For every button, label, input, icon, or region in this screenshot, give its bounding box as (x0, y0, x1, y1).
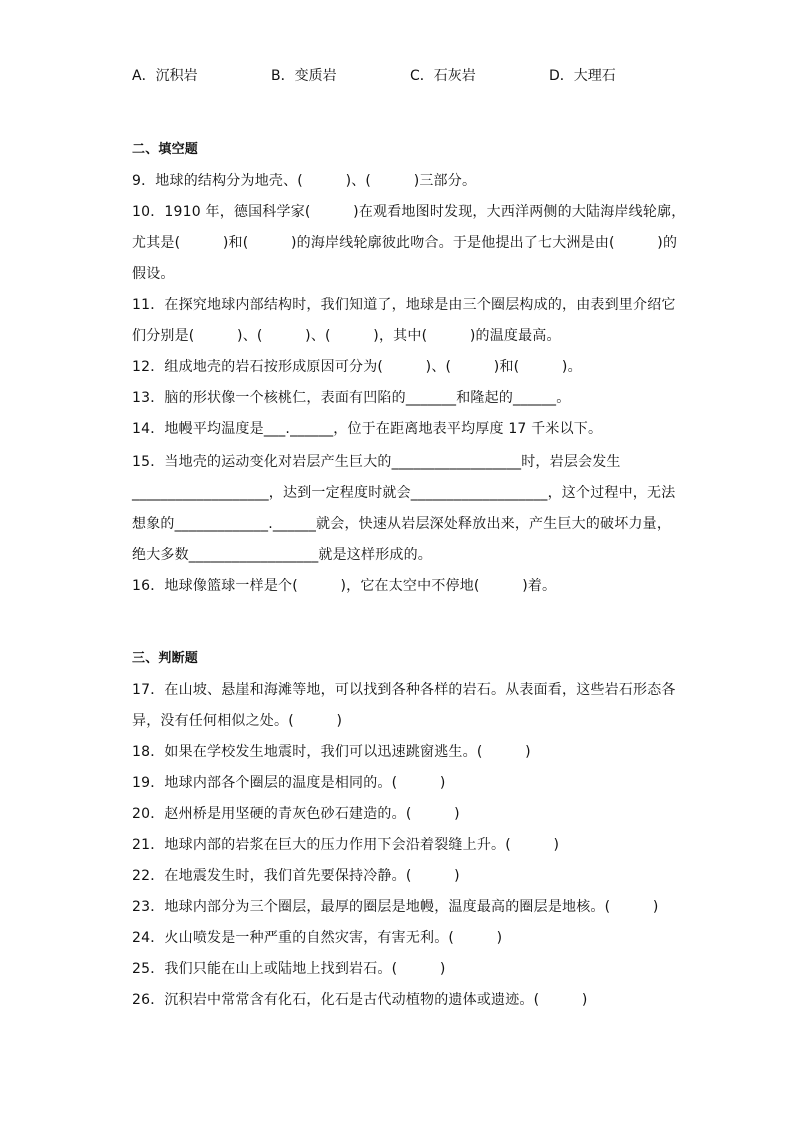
question-line: 13．脑的形状像一个核桃仁，表面有凹陷的_______和隆起的______。 (132, 390, 571, 406)
question-line: 尤其是( )和( )的海岸线轮廓彼此吻合。于是他提出了七大洲是由( )的 (132, 235, 678, 251)
question-line: 11．在探究地球内部结构时，我们知道了，地球是由三个圈层构成的，由表到里介绍它 (132, 297, 676, 313)
question-line: 想象的_____________.______就会，快速从岩层深处释放出来，产生巨大的破坏力量， (132, 516, 672, 532)
option-d: D．大理石 (549, 68, 616, 84)
question-line: 绝大多数__________________就是这样形成的。 (132, 547, 432, 563)
question-line: 假设。 (132, 266, 175, 282)
section-heading-judge: 三、判断题 (132, 651, 199, 666)
question-line: 18．如果在学校发生地震时，我们可以迅速跳窗逃生。( ) (132, 744, 531, 760)
question-line: 10．1910 年，德国科学家( )在观看地图时发现，大西洋两侧的大陆海岸线轮廓， (132, 204, 686, 220)
question-line: 们分别是( )、( )、( )，其中( )的温度最高。 (132, 328, 561, 344)
question-line: 20．赵州桥是用坚硬的青灰色砂石建造的。( ) (132, 806, 460, 822)
question-line: 24．火山喷发是一种严重的自然灾害，有害无利。( ) (132, 930, 503, 946)
section-heading-fill: 二、填空题 (132, 142, 199, 157)
question-line: 16．地球像篮球一样是个( )，它在太空中不停地( )着。 (132, 578, 557, 594)
question-line: 19．地球内部各个圈层的温度是相同的。( ) (132, 775, 446, 791)
question-line: 异，没有任何相似之处。( ) (132, 713, 343, 729)
question-line: 23．地球内部分为三个圈层，最厚的圈层是地幔，温度最高的圈层是地核。( ) (132, 899, 659, 915)
option-a: A．沉积岩 (132, 68, 198, 84)
question-line: 15．当地壳的运动变化对岩层产生巨大的__________________时，岩层会发生 (132, 454, 621, 470)
question-line: 12．组成地壳的岩石按形成原因可分为( )、( )和( )。 (132, 359, 582, 375)
question-line: 25．我们只能在山上或陆地上找到岩石。( ) (132, 961, 446, 977)
option-b: B．变质岩 (271, 68, 337, 84)
question-line: 14．地幔平均温度是___.______，位于在距离地表平均厚度 17 千米以下。 (132, 421, 603, 437)
question-line: 22．在地震发生时，我们首先要保持冷静。( ) (132, 868, 460, 884)
question-line: 9．地球的结构分为地壳、( )、( )三部分。 (132, 173, 477, 189)
question-line: 26．沉积岩中常常含有化石，化石是古代动植物的遗体或遗迹。( ) (132, 992, 588, 1008)
question-line: 17．在山坡、悬崖和海滩等地，可以找到各种各样的岩石。从表面看，这些岩石形态各 (132, 682, 676, 698)
question-line: ___________________，达到一定程度时就会___________________，这个过程中，无法 (132, 485, 676, 501)
option-c: C．石灰岩 (410, 68, 476, 84)
question-line: 21．地球内部的岩浆在巨大的压力作用下会沿着裂缝上升。( ) (132, 837, 560, 853)
